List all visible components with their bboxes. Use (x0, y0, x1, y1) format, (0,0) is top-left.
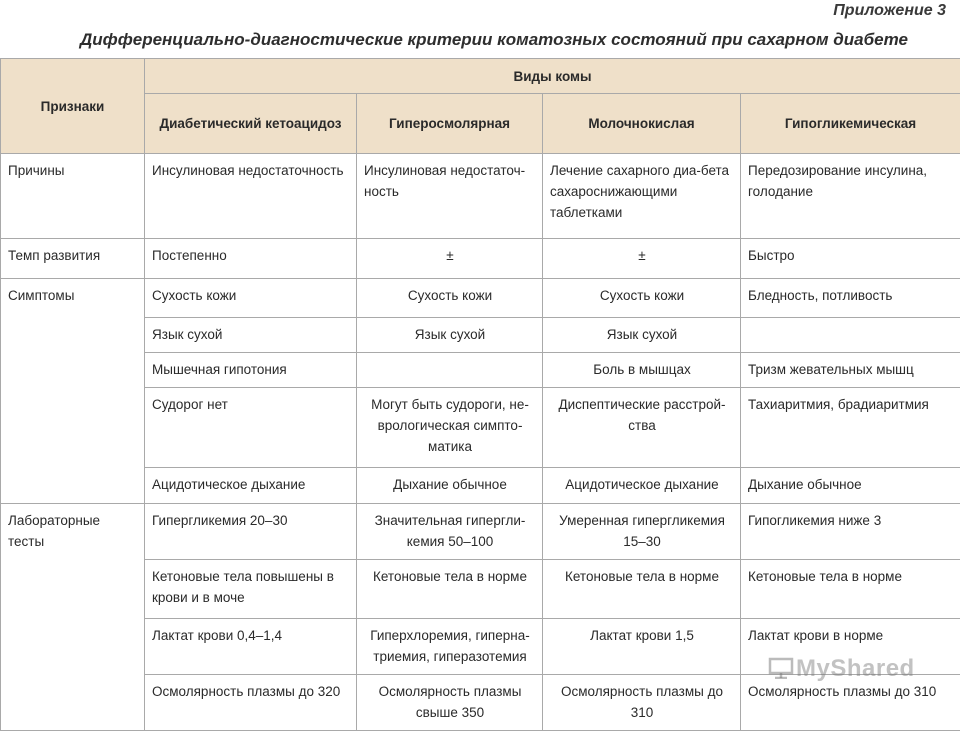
table-cell: Тахиаритмия, брадиаритмия (741, 388, 960, 468)
table-cell: Постепенно (145, 239, 357, 279)
header-col-hypoglycemic: Гипогликемическая (741, 94, 960, 154)
table-cell: Боль в мышцах (543, 353, 741, 388)
page-title: Дифференциально-диагностические критерии коматозных состояний при сахарном диабете (80, 30, 908, 50)
table-cell: Лактат крови 0,4–1,4 (145, 619, 357, 675)
table-cell: Бледность, потливость (741, 279, 960, 318)
watermark (768, 655, 915, 683)
table-cell: Инсулиновая недостаточ-ность (357, 154, 543, 239)
table-cell: Сухость кожи (145, 279, 357, 318)
table-cell: Язык сухой (357, 318, 543, 353)
table-row (1, 388, 960, 468)
table-cell: Лактат крови в норме (741, 619, 960, 675)
table-cell: Гипогликемия ниже 3 (741, 504, 960, 560)
table-cell: Язык сухой (145, 318, 357, 353)
table-cell: Язык сухой (543, 318, 741, 353)
header-col-hyperosmolar: Гиперосмолярная (357, 94, 543, 154)
watermark-text: MyShared (796, 655, 915, 682)
table-cell: Инсулиновая недостаточность (145, 154, 357, 239)
table-cell: Передозирование инсулина, голодание (741, 154, 960, 239)
table-row (1, 239, 960, 279)
header-signs: Признаки (1, 59, 145, 154)
table-cell: Осмолярность плазмы до 310 (543, 675, 741, 731)
row-label: Причины (1, 154, 145, 239)
table-cell: Осмолярность плазмы свыше 350 (357, 675, 543, 731)
table-row (1, 279, 960, 318)
header-coma-types: Виды комы (145, 59, 960, 94)
table-cell: Мышечная гипотония (145, 353, 357, 388)
table-cell: Сухость кожи (543, 279, 741, 318)
table-cell: ± (543, 239, 741, 279)
table-cell: Значительная гипергли-кемия 50–100 (357, 504, 543, 560)
presentation-icon (768, 657, 794, 679)
table-cell: Дыхание обычное (741, 468, 960, 504)
table-cell: ± (357, 239, 543, 279)
appendix-label: Приложение 3 (833, 2, 946, 20)
row-label: Симптомы (1, 279, 145, 504)
row-label: Темп развития (1, 239, 145, 279)
header-col-lactic: Молочнокислая (543, 94, 741, 154)
table-cell: Диспептические расстрой-ства (543, 388, 741, 468)
table-cell: Гиперхлоремия, гиперна-триемия, гиперазотемия (357, 619, 543, 675)
header-col-ketoacidosis: Диабетический кетоацидоз (145, 94, 357, 154)
table-cell: Лечение сахарного диа-бета сахароснижающими таблетками (543, 154, 741, 239)
table-cell: Кетоновые тела в норме (741, 560, 960, 619)
row-label: Лабораторные тесты (1, 504, 145, 731)
table-cell (357, 353, 543, 388)
table-row (1, 154, 960, 239)
table-cell: Сухость кожи (357, 279, 543, 318)
table-cell: Дыхание обычное (357, 468, 543, 504)
table-cell: Осмолярность плазмы до 320 (145, 675, 357, 731)
table-cell: Кетоновые тела в норме (357, 560, 543, 619)
criteria-table (0, 58, 960, 731)
table-cell: Осмолярность плазмы до 310 (741, 675, 960, 731)
table-cell: Умеренная гипергликемия 15–30 (543, 504, 741, 560)
table-cell: Лактат крови 1,5 (543, 619, 741, 675)
table-cell: Гипергликемия 20–30 (145, 504, 357, 560)
table-row (1, 560, 960, 619)
table-row (1, 318, 960, 353)
table-cell: Тризм жевательных мышц (741, 353, 960, 388)
table-row (1, 504, 960, 560)
table-cell: Быстро (741, 239, 960, 279)
table-cell: Судорог нет (145, 388, 357, 468)
table-row (1, 468, 960, 504)
table-cell: Кетоновые тела повышены в крови и в моче (145, 560, 357, 619)
table-row (1, 353, 960, 388)
table-cell: Ацидотическое дыхание (145, 468, 357, 504)
table-cell: Кетоновые тела в норме (543, 560, 741, 619)
table-cell (741, 318, 960, 353)
table-cell: Могут быть судороги, не-врологическая симпто-матика (357, 388, 543, 468)
table-cell: Ацидотическое дыхание (543, 468, 741, 504)
